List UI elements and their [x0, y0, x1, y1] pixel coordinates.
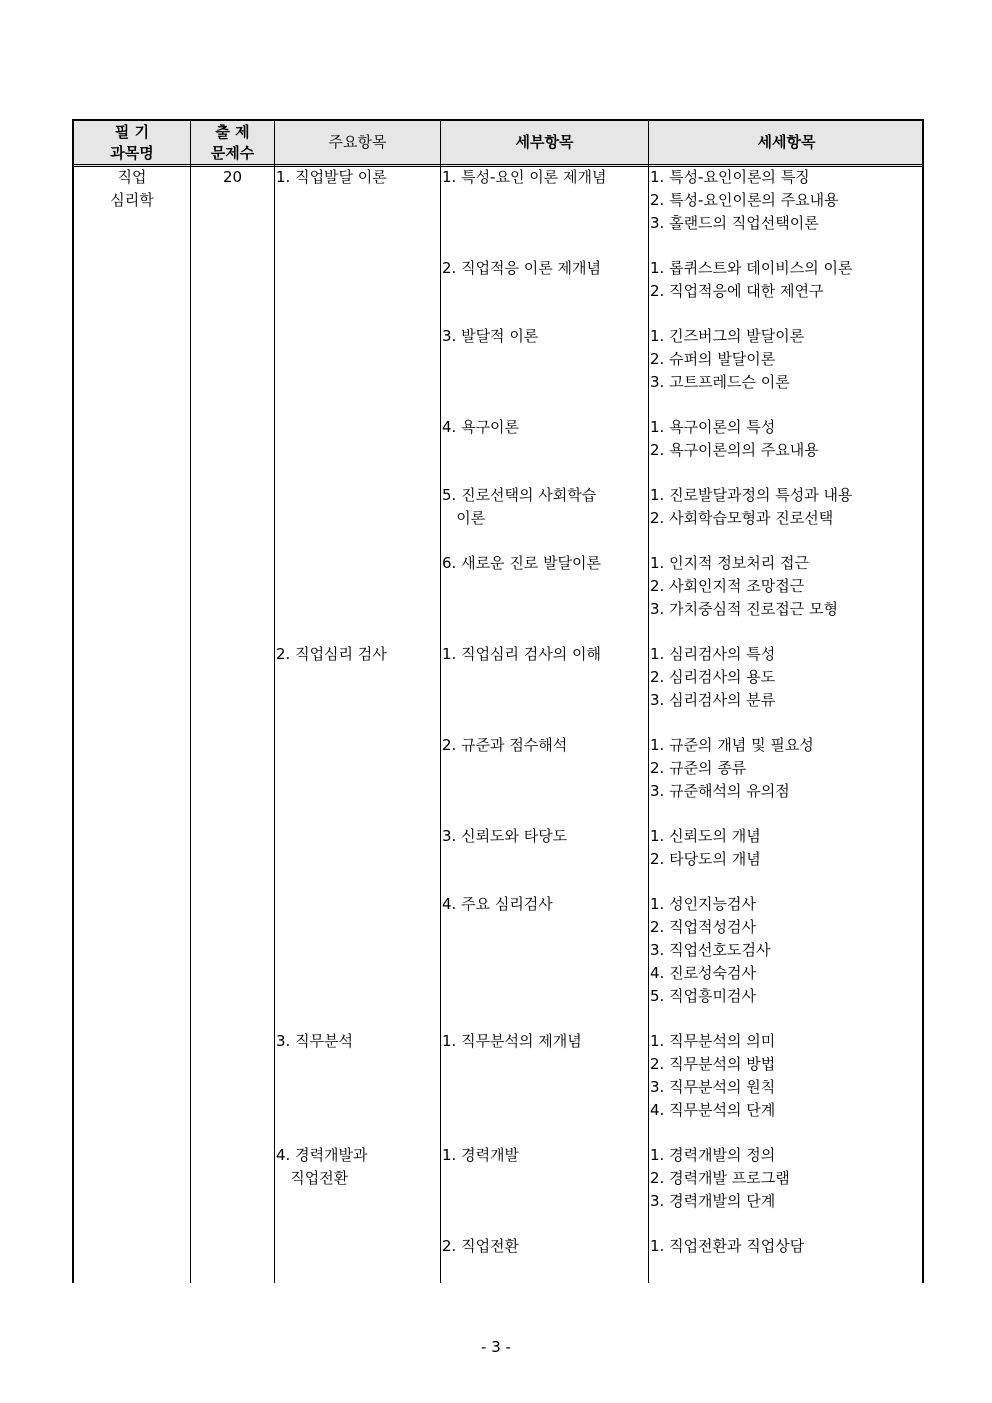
detail-list: [650, 257, 853, 303]
detail-item: 1. 욕구이론의 특성: [650, 418, 776, 436]
detail-item: 3. 직무분석의 원칙: [650, 1078, 776, 1096]
header-sub: [441, 121, 648, 164]
detail-list: [650, 1030, 775, 1122]
sub-item-line: 이론: [442, 509, 486, 527]
detail-item: 1. 직업전환과 직업상담: [650, 1237, 805, 1255]
sub-item: [442, 416, 519, 439]
detail-list: [650, 734, 814, 803]
table-header: [74, 121, 922, 167]
detail-item: 1. 롭퀴스트와 데이비스의 이론: [650, 259, 853, 277]
detail-list: [650, 166, 839, 235]
detail-item: 2. 사회인지적 조망접근: [650, 577, 805, 595]
sub-item-line: 3. 발달적 이론: [442, 327, 539, 345]
sub-item: [442, 552, 601, 575]
sub-item: [442, 1030, 582, 1053]
sub-item-line: 2. 규준과 점수해석: [442, 736, 568, 754]
subject-line: 직업: [117, 168, 147, 186]
detail-item: 2. 타당도의 개념: [650, 850, 761, 868]
sub-item: [442, 893, 553, 916]
main-item: [276, 1144, 368, 1190]
detail-item: 3. 가치중심적 진로접근 모형: [650, 600, 839, 618]
sub-item: [442, 825, 567, 848]
header-main-label: 주요항목: [328, 133, 387, 151]
detail-list: [650, 1235, 804, 1258]
detail-item: 1. 진로발달과정의 특성과 내용: [650, 486, 853, 504]
detail-item: 1. 성인지능검사: [650, 895, 757, 913]
detail-list: [650, 1144, 790, 1213]
sub-item: [442, 484, 596, 530]
detail-list: [650, 893, 771, 1008]
column-divider: [648, 121, 649, 1283]
detail-item: 2. 특성-요인이론의 주요내용: [650, 191, 839, 209]
detail-item: 2. 규준의 종류: [650, 759, 747, 777]
sub-item: [442, 1144, 519, 1167]
detail-item: 2. 사회학습모형과 진로선택: [650, 509, 834, 527]
question-count: [191, 166, 274, 189]
detail-list: [650, 484, 853, 530]
subject-name: [74, 166, 190, 212]
sub-item: [442, 257, 601, 280]
detail-item: 4. 진로성숙검사: [650, 964, 757, 982]
detail-list: [650, 643, 775, 712]
exam-table: [72, 119, 924, 1283]
header-subject-line1: 필 기: [114, 122, 150, 141]
sub-item-line: 6. 새로운 진로 발달이론: [442, 554, 602, 572]
page-number: - 3 -: [481, 1338, 511, 1356]
header-detail-label: 세세항목: [757, 133, 816, 151]
header-detail: [649, 121, 924, 164]
sub-item-line: 1. 특성-요인 이론 제개념: [442, 168, 607, 186]
main-item-line: 3. 직무분석: [276, 1032, 354, 1050]
sub-item: [442, 325, 538, 348]
detail-list: [650, 552, 838, 621]
detail-item: 3. 경력개발의 단계: [650, 1192, 776, 1210]
main-item: [276, 1030, 353, 1053]
main-item: [276, 166, 387, 189]
detail-item: 1. 신뢰도의 개념: [650, 827, 761, 845]
detail-item: 1. 심리검사의 특성: [650, 645, 776, 663]
detail-item: 2. 경력개발 프로그램: [650, 1169, 790, 1187]
detail-item: 3. 규준해석의 유의점: [650, 782, 790, 800]
sub-item-line: 2. 직업전환: [442, 1237, 520, 1255]
sub-item-line: 4. 욕구이론: [442, 418, 520, 436]
column-divider: [190, 121, 191, 1283]
detail-item: 3. 홀랜드의 직업선택이론: [650, 214, 819, 232]
header-count-line1: 출 제: [215, 122, 250, 141]
sub-item: [442, 166, 606, 189]
sub-item: [442, 734, 567, 757]
sub-item: [442, 1235, 519, 1258]
main-item-line: 직업전환: [276, 1169, 349, 1187]
header-count: [191, 121, 274, 164]
detail-item: 1. 규준의 개념 및 필요성: [650, 736, 814, 754]
detail-item: 5. 직업흥미검사: [650, 987, 757, 1005]
sub-item-line: 2. 직업적응 이론 제개념: [442, 259, 602, 277]
detail-item: 1. 인지적 정보처리 접근: [650, 554, 810, 572]
sub-item-line: 3. 신뢰도와 타당도: [442, 827, 568, 845]
sub-item-line: 1. 경력개발: [442, 1146, 520, 1164]
column-divider: [440, 121, 441, 1283]
sub-item: [442, 643, 601, 666]
detail-item: 2. 직업적성검사: [650, 918, 757, 936]
header-subject-line2: 과목명: [110, 143, 154, 162]
detail-item: 2. 욕구이론의의 주요내용: [650, 441, 819, 459]
sub-item-line: 1. 직무분석의 제개념: [442, 1032, 582, 1050]
main-item-line: 1. 직업발달 이론: [276, 168, 387, 186]
column-divider: [274, 121, 275, 1283]
detail-item: 1. 경력개발의 정의: [650, 1146, 776, 1164]
sub-item-line: 1. 직업심리 검사의 이해: [442, 645, 602, 663]
detail-item: 3. 직업선호도검사: [650, 941, 771, 959]
header-subject: [74, 121, 190, 164]
detail-item: 1. 긴즈버그의 발달이론: [650, 327, 805, 345]
detail-item: 3. 고트프레드슨 이론: [650, 373, 790, 391]
detail-item: 2. 슈퍼의 발달이론: [650, 350, 776, 368]
detail-item: 4. 직무분석의 단계: [650, 1101, 776, 1119]
main-item-line: 4. 경력개발과: [276, 1146, 368, 1164]
main-item: [276, 643, 387, 666]
question-count-value: 20: [222, 168, 243, 186]
detail-item: 2. 심리검사의 용도: [650, 668, 776, 686]
sub-item-line: 5. 진로선택의 사회학습: [442, 486, 597, 504]
subject-line: 심리학: [110, 191, 154, 209]
header-count-line2: 문제수: [210, 143, 255, 162]
detail-item: 3. 심리검사의 분류: [650, 691, 776, 709]
detail-list: [650, 825, 761, 871]
main-item-line: 2. 직업심리 검사: [276, 645, 387, 663]
detail-item: 1. 직무분석의 의미: [650, 1032, 776, 1050]
header-sub-label: 세부항목: [515, 133, 574, 151]
detail-item: 2. 직업적응에 대한 제연구: [650, 282, 824, 300]
detail-list: [650, 325, 804, 394]
sub-item-line: 4. 주요 심리검사: [442, 895, 553, 913]
detail-list: [650, 416, 819, 462]
detail-item: 2. 직무분석의 방법: [650, 1055, 776, 1073]
header-main: [275, 121, 440, 164]
detail-item: 1. 특성-요인이론의 특징: [650, 168, 810, 186]
